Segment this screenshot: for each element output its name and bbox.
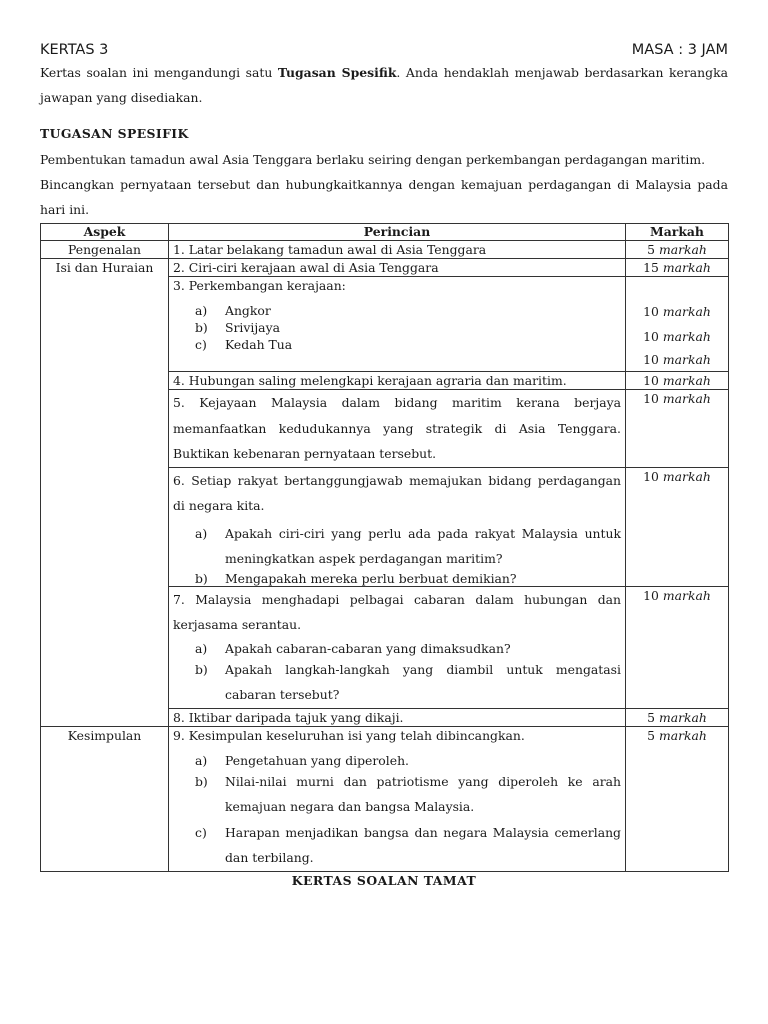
row-7-mark: 10 markah <box>626 586 729 708</box>
row-8-mark: 5 markah <box>626 708 729 726</box>
row-1-text: 1. Latar belakang tamadun awal di Asia Tenggara <box>169 241 626 259</box>
row-2-text: 2. Ciri-ciri kerajaan awal di Asia Tenggara <box>169 259 626 277</box>
list-item: a) Pengetahuan yang diperoleh. <box>195 752 409 768</box>
row-8-text: 8. Iktibar daripada tajuk yang dikaji. <box>169 708 626 726</box>
row-9-list <box>173 752 621 871</box>
instructions-text: Kertas soalan ini mengandungi satu <box>40 65 278 80</box>
instructions-text-end: . Anda hendaklah menjawab berdasarkan kerangka jawapan yang disediakan. <box>40 65 728 105</box>
list-item: b) Mengapakah mereka perlu berbuat demikian? <box>195 570 517 586</box>
instructions <box>40 60 728 110</box>
instructions-bold: Tugasan Spesifik <box>277 65 397 80</box>
row-6-text <box>169 467 626 586</box>
row-6-heading: 6. Setiap rakyat bertanggungjawab memajukan bidang perdagangan di negara kita. <box>173 472 621 513</box>
row-7-heading: 7. Malaysia menghadapi pelbagai cabaran dalam hubungan dan kerjasama serantau. <box>173 591 621 632</box>
row-3-heading: 3. Perkembangan kerajaan: <box>173 278 346 293</box>
row-6-list <box>173 521 621 586</box>
task-paragraph-1: Pembentukan tamadun awal Asia Tenggara berlaku seiring dengan perkembangan perdagangan maritim. <box>40 152 706 167</box>
list-item: c) Harapan menjadikan bangsa dan negara Malaysia cemerlang dan terbilang. <box>195 824 621 865</box>
list-item: a) Angkor <box>195 303 271 318</box>
row-3-text <box>169 277 626 372</box>
aspect-intro: Pengenalan <box>41 241 169 259</box>
list-item: a) Apakah ciri-ciri yang perlu ada pada rakyat Malaysia untuk meningkatkan aspek perdagangan maritim? <box>195 525 621 566</box>
row-7-list <box>173 640 621 708</box>
row-7-text <box>169 586 626 708</box>
task-paragraph-2: Bincangkan pernyataan tersebut dan hubungkaitkannya dengan kemajuan perdagangan di Malaysia pada hari ini. <box>40 177 728 217</box>
paper-end-label: KERTAS SOALAN TAMAT <box>291 872 477 888</box>
answer-framework-table <box>40 223 729 872</box>
list-item: b) Nilai-nilai murni dan patriotisme yang diperoleh ke arah kemajuan negara dan bangsa Malaysia. <box>195 773 621 814</box>
row-5-mark: 10 markah <box>626 390 729 468</box>
task-title: TUGASAN SPESIFIK <box>40 126 189 141</box>
list-item: c) Kedah Tua <box>195 337 293 352</box>
row-4-mark: 10 markah <box>626 372 729 390</box>
header-perincian: Perincian <box>169 224 626 241</box>
row-5-text: 5. Kejayaan Malaysia dalam bidang maritim kerana berjaya memanfaatkan kedudukannya yang strategik di Asia Tenggara. Buktikan kebenaran pernyataan tersebut. <box>169 390 626 468</box>
table-row <box>41 241 729 259</box>
row-3-marks <box>626 277 729 372</box>
table-row <box>41 726 729 871</box>
row-2-mark: 15 markah <box>626 259 729 277</box>
page-header <box>40 40 728 60</box>
header-aspek: Aspek <box>41 224 169 241</box>
list-item: a) Apakah cabaran-cabaran yang dimaksudkan? <box>195 640 511 656</box>
aspect-body: Isi dan Huraian <box>41 259 169 727</box>
list-item: b) Srivijaya <box>195 320 280 335</box>
row-9-text <box>169 726 626 871</box>
list-item: b) Apakah langkah-langkah yang diambil untuk mengatasi cabaran tersebut? <box>195 661 621 702</box>
row-3-mark-c: 10 markah <box>643 352 711 367</box>
row-3-mark-a: 10 markah <box>643 304 711 319</box>
time-label: MASA : 3 JAM <box>631 42 728 58</box>
table-row <box>41 259 729 277</box>
row-3-mark-b: 10 markah <box>643 329 711 344</box>
row-3-list <box>173 302 621 353</box>
aspect-conclusion: Kesimpulan <box>41 726 169 871</box>
row-9-heading: 9. Kesimpulan keseluruhan isi yang telah dibincangkan. <box>173 727 525 743</box>
row-9-mark: 5 markah <box>626 726 729 871</box>
paper-label: KERTAS 3 <box>40 42 109 58</box>
row-6-mark: 10 markah <box>626 467 729 586</box>
table-header-row <box>41 224 729 241</box>
row-1-mark: 5 markah <box>626 241 729 259</box>
row-4-text: 4. Hubungan saling melengkapi kerajaan agraria dan maritim. <box>169 372 626 390</box>
exam-page <box>40 40 728 889</box>
header-markah: Markah <box>626 224 729 241</box>
